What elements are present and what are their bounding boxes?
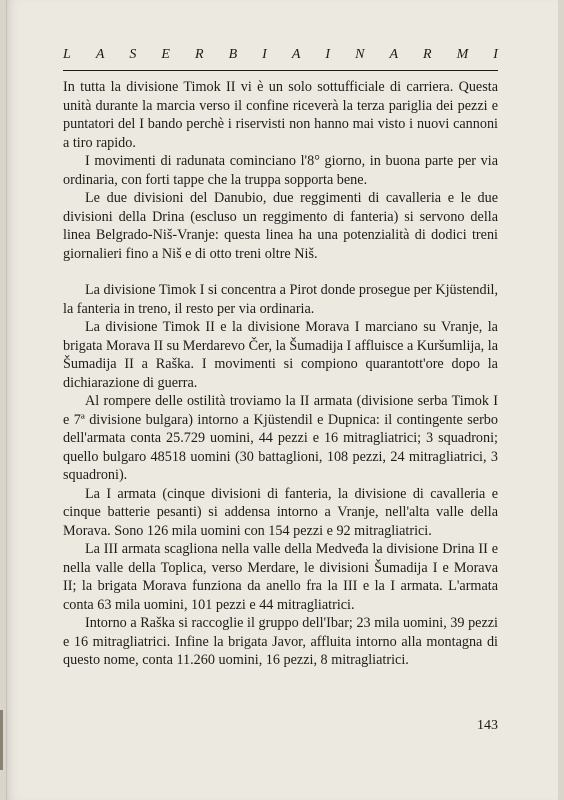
book-page: [6, 0, 558, 800]
paragraph: Le due divisioni del Danubio, due reggimenti di cavalleria e le due divisioni della Drina (escluso un reggimento di fanteria) si servono della linea Belgrado-Niš-Vranje: questa linea ha una potenzialità di dodici treni giornalieri fino a Niš e di otto treni oltre Niš.: [63, 190, 498, 262]
running-head-letter: I: [325, 47, 331, 62]
running-head: [63, 44, 498, 66]
running-head-letter: I: [493, 47, 498, 62]
page-number: 143: [477, 718, 498, 733]
running-head-letter: A: [389, 47, 399, 62]
paragraph: La III armata scagliona nella valle della Medveđa la divisione Drina II e nella valle della Toplica, verso Merdare, le divisioni Šumadija I e Morava II; la brigata Morava funziona da anello fra la III e la I armata. L'armata conta 63 mila uomini, 101 pezzi e 44 mitragliatrici.: [63, 541, 498, 613]
paragraph: I movimenti di radunata cominciano l'8° giorno, in buona parte per via ordinaria, con forti tappe che la truppa sopporta bene.: [63, 153, 498, 188]
running-head-letter: E: [161, 47, 170, 62]
running-head-letter: A: [95, 47, 105, 62]
paragraph: La divisione Timok II e la divisione Morava I marciano su Vranje, la brigata Morava II su Merdarevo Čer, la Šumadija I affluisce a Kuršumlija, la Šumadija II a Raška. I movimenti si compiono quarantott'ore dopo la dichiarazione di guerra.: [63, 319, 498, 391]
paragraph: In tutta la divisione Timok II vi è un solo sottufficiale di carriera. Questa unità durante la marcia verso il confine riceverà la terza pariglia dei pezzi e puntatori del I bando perchè i riservisti non hanno mai visto i nuovi cannoni a tiro rapido.: [63, 79, 498, 151]
paragraph: Al rompere delle ostilità troviamo la II armata (divisione serba Timok I e 7ª divisione bulgara) intorno a Kjüstendil e Dupnica: il contingente serbo dell'armata conta 25.729 uomini, 44 pezzi e 16 mitragliatrici; 3 squadroni; quello bulgaro 48518 uomini (30 battaglioni, 108 pezzi, 24 mitragliatrici, 3 squadroni).: [63, 393, 498, 483]
running-head-letter: A: [291, 47, 301, 62]
paragraph: La divisione Timok I si concentra a Pirot donde prosegue per Kjüstendil, la fanteria in treno, il resto per via ordinaria.: [63, 282, 498, 317]
running-head-letter: R: [423, 47, 432, 62]
running-head-letter: I: [262, 47, 267, 62]
running-head-letter: M: [456, 47, 469, 62]
running-head-letter: R: [194, 47, 204, 62]
running-head-letter: N: [355, 47, 365, 62]
binding-edge: [0, 710, 3, 770]
paragraph: Intorno a Raška si raccoglie il gruppo dell'Ibar; 23 mila uomini, 39 pezzi e 16 mitragliatrici. Infine la brigata Javor, affluita intorno alla montagna di questo nome, conta 11.260 uomini, 16 pezzi, 8 mitragliatrici.: [63, 615, 498, 668]
paragraph: La I armata (cinque divisioni di fanteria, la divisione di cavalleria e cinque batterie pesanti) si addensa intorno a Vranje, nell'alta valle della Morava. Sono 126 mila uomini con 154 pezzi e 92 mitragliatrici.: [63, 485, 498, 539]
running-head-letter: B: [228, 47, 238, 62]
header-rule: [63, 70, 498, 71]
running-head-letter: L: [63, 47, 71, 62]
body-text: [63, 78, 498, 670]
running-head-letter: S: [129, 47, 137, 62]
